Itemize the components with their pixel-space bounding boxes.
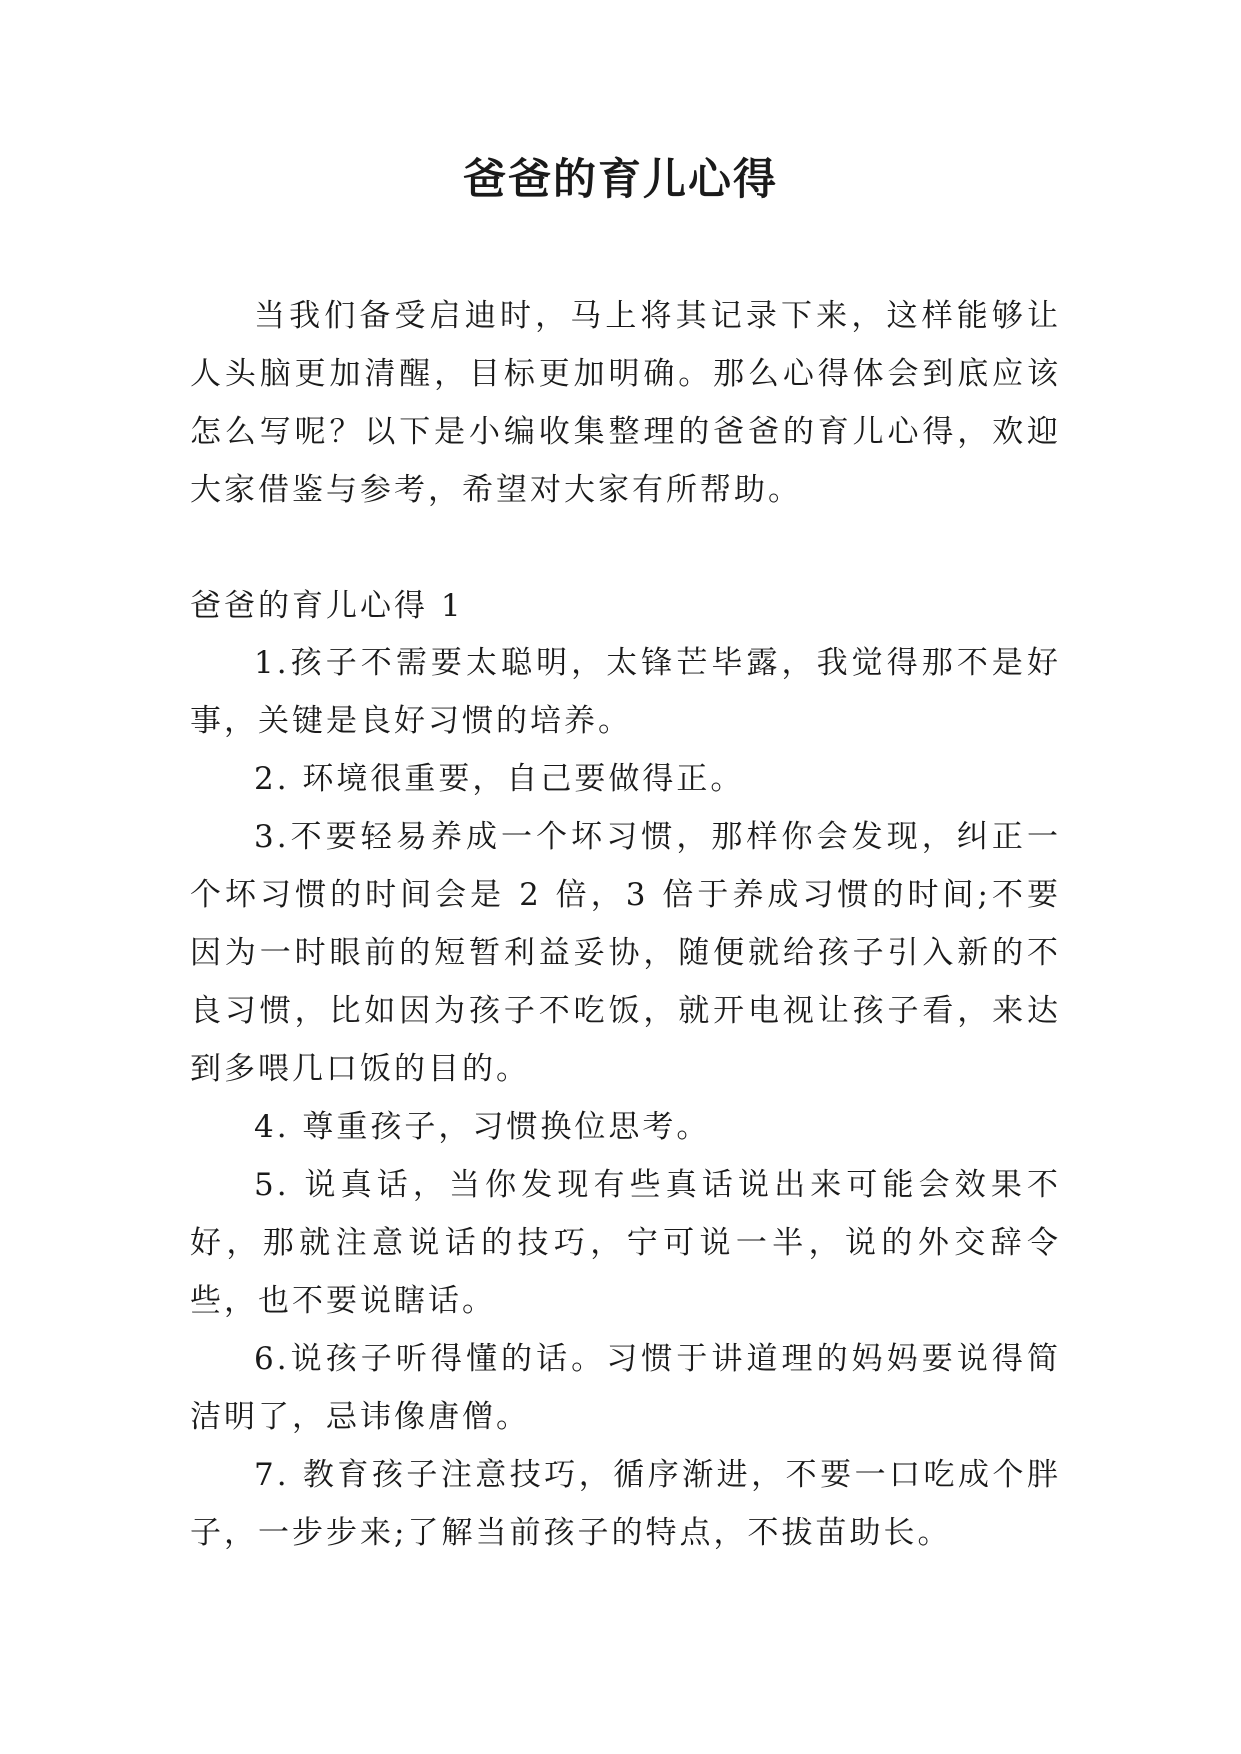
document-title: 爸爸的育儿心得: [463, 155, 778, 205]
list-item: 7. 教育孩子注意技巧，循序渐进，不要一口吃成个胖子，一步步来;了解当前孩子的特点，不拔苗助长。: [190, 1457, 1061, 1551]
list-item: 3.不要轻易养成一个坏习惯，那样你会发现，纠正一个坏习惯的时间会是 2 倍，3 倍于养成习惯的时间;不要因为一时眼前的短暂利益妥协，随便就给孩子引入新的不良习惯，比如因为孩子不吃饭，就开电视让孩子看，来达到多喂几口饭的目的。: [190, 819, 1061, 1087]
intro-paragraph: 当我们备受启迪时，马上将其记录下来，这样能够让人头脑更加清醒，目标更加明确。那么心得体会到底应该怎么写呢？以下是小编收集整理的爸爸的育儿心得，欢迎大家借鉴与参考，希望对大家有所帮助。: [190, 298, 1061, 508]
list-item: 1.孩子不需要太聪明，太锋芒毕露，我觉得那不是好事，关键是良好习惯的培养。: [190, 645, 1061, 739]
list-item: 6.说孩子听得懂的话。习惯于讲道理的妈妈要说得简洁明了，忌讳像唐僧。: [190, 1341, 1061, 1435]
section-heading: 爸爸的育儿心得 1: [190, 588, 464, 624]
list-item: 2. 环境很重要，自己要做得正。: [254, 761, 745, 797]
list-item: 5. 说真话，当你发现有些真话说出来可能会效果不好，那就注意说话的技巧，宁可说一半，说的外交辞令些，也不要说瞎话。: [190, 1167, 1061, 1319]
list-item: 4. 尊重孩子，习惯换位思考。: [254, 1109, 711, 1145]
